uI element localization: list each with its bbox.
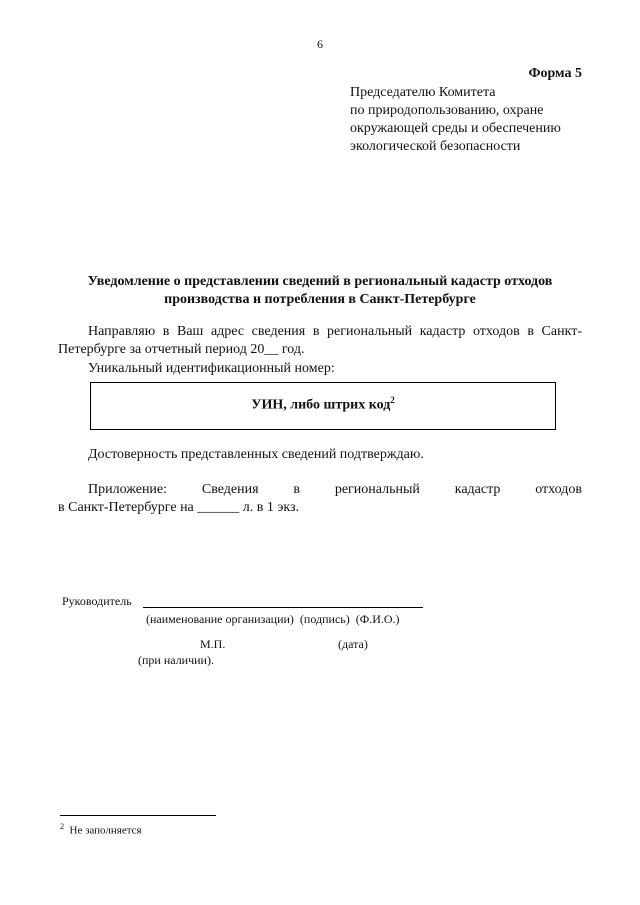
title-line: производства и потребления в Санкт-Петербурге	[164, 292, 476, 307]
footnote-mark: 2	[60, 822, 64, 831]
attachment-word: Сведения	[201, 482, 259, 497]
signature-line	[143, 607, 423, 608]
footnote-text: Не заполняется	[69, 824, 142, 837]
paragraph-uin-label: Уникальный идентификационный номер:	[88, 361, 335, 376]
addressee-line: Председателю Комитета	[350, 85, 496, 100]
attachment-word: в	[293, 482, 300, 497]
signature-hints: (наименование организации) (подпись) (Ф.И.О.)	[146, 612, 400, 626]
attachment-word: кадастр	[454, 482, 501, 497]
footnote	[60, 822, 142, 837]
uin-box	[90, 382, 556, 430]
attachment-word: региональный	[334, 482, 420, 497]
paragraph-request: Направляю в Ваш адрес сведения в региональный кадастр отходов в Санкт-Петербурге за отчетный период 20__ год.	[58, 324, 582, 357]
attachment-line-2: в Санкт-Петербурге на ______ л. в 1 экз.	[58, 500, 300, 515]
uin-label-text: УИН, либо штрих код	[251, 397, 391, 413]
attachment-word: отходов	[535, 482, 582, 497]
stamp-label: М.П.	[200, 637, 226, 651]
footnote-divider	[60, 815, 216, 816]
stamp-note: (при наличии).	[138, 653, 214, 667]
addressee-line: окружающей среды и обеспечению	[350, 121, 561, 136]
page-number: 6	[317, 37, 323, 51]
addressee-block	[350, 84, 561, 156]
paragraph-confirmation: Достоверность представленных сведений подтверждаю.	[88, 447, 424, 462]
footnote-ref: 2	[390, 395, 395, 405]
attachment-line	[88, 481, 582, 499]
uin-box-label	[91, 395, 555, 414]
signature-role: Руководитель	[62, 594, 132, 608]
title-line: Уведомление о представлении сведений в региональный кадастр отходов	[87, 274, 553, 289]
date-label: (дата)	[338, 637, 368, 651]
attachment-word: Приложение:	[88, 482, 168, 497]
document-title	[40, 273, 600, 309]
addressee-line: по природопользованию, охране	[350, 103, 544, 118]
form-label: Форма 5	[528, 66, 582, 81]
addressee-line: экологической безопасности	[350, 139, 521, 154]
